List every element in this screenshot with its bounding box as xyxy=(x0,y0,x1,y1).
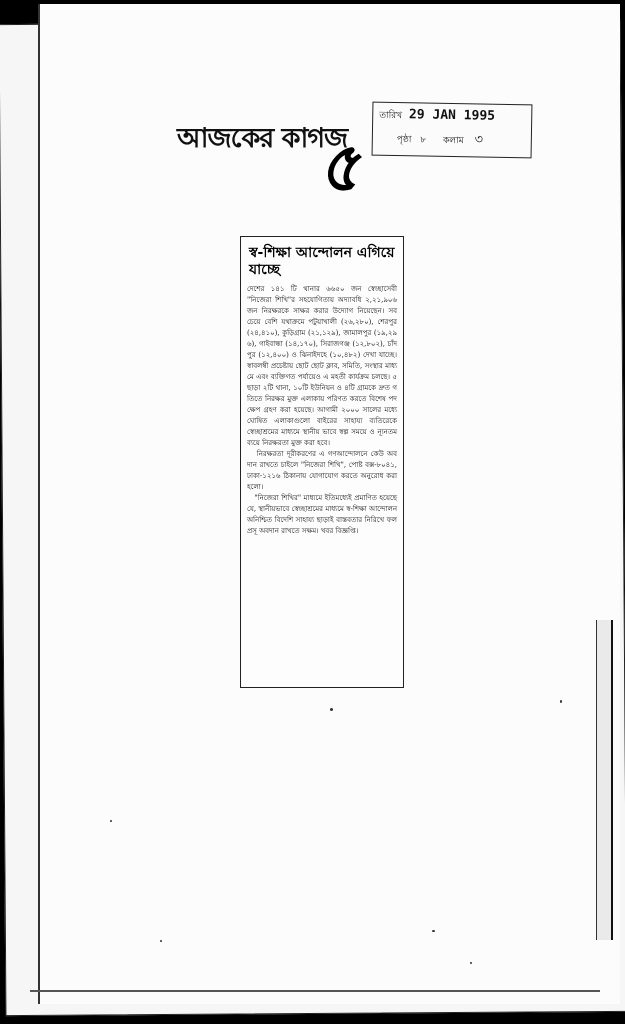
scan-speck xyxy=(110,820,112,822)
scan-speck xyxy=(160,940,162,942)
scan-speck xyxy=(432,930,435,932)
scan-speck xyxy=(330,708,333,711)
page-edge-strip xyxy=(596,620,613,940)
stamp-page-row xyxy=(397,129,483,152)
stamp-column-label: কলাম xyxy=(442,135,464,147)
scan-speck xyxy=(560,700,562,703)
stamp-date-value: 29 JAN 1995 xyxy=(408,107,496,124)
handwritten-page-mark: ৫ xyxy=(312,126,366,210)
page-bottom-edge xyxy=(30,990,600,992)
date-stamp xyxy=(372,102,533,159)
stamp-column-value: ৩ xyxy=(474,132,484,148)
stamp-date-label: তারিখ xyxy=(379,110,403,122)
news-clipping xyxy=(240,236,404,688)
stamp-page-value: ৮ xyxy=(420,135,427,146)
stamp-date-row xyxy=(379,107,495,125)
article-body: দেশের ১৪১ টি থানার ৬৬৫০ জন স্বেচ্ছাসেবী "নিজেরা শিখি"র সহযোগিতায় অদ্যাবধি ২,২১,৯০৬ জন নিরক্ষরকে সাক্ষর করার উদ্যোগ নিয়েছেন। সবচেয়ে বেশি যথাক্রমে পটুয়াখালী (২৬,২৮০), শেরপুর (২৪,৪১০), কুড়িগ্রাম (২১,১২৯), জামালপুর (১৯,২৯৬), গাইবান্ধা (১৪,১৭০), সিরাজগঞ্জ (১২,৮০২), চাঁদপুর (১২,৪০০) ও ঝিনাইদহে (১০,৪৮২) দেখা যাচ্ছে। স্বাবলম্বী প্রচেষ্টায় ছোট ছোট ক্লাব, সমিতি, সংস্থার মাধ্যমে এবং ব্যক্তিগত পর্যায়েও এ মহতী কার্যক্রম চলছে। ৫ ছাড়া ২টি থানা, ১০টি ইউনিয়ন ও ৪টি গ্রামকে দ্রুত গতিতে নিরক্ষর মুক্ত এলাকায় পরিণত করতে বিশেষ পদক্ষেপ গ্রহণ করা হয়েছে। আগামী ২০০০ সালের মধ্যে ঘোষিত এলাকাগুলো বাইরের সাহায্য ব্যতিরেকে স্বেচ্ছাশ্রমের মাধ্যমে স্থানীয় ভাবে স্বল্প সময়ে ও ন্যূনতম ব্যয়ে নিরক্ষরতা মুক্ত করা হবে। নিরক্ষরতা দূরীকরণের এ গণআন্দোলনে কেউ অবদান রাখতে চাইলে "নিজেরা শিখি", পোষ্ট বক্স-৮০৪১, ঢাকা-১২১৬ ঠিকানায় যোগাযোগ করতে অনুরোধ করা হলো। "নিজেরা শিখির" মাধ্যমে ইতিমধ্যেই প্রমাণিত হয়েছে যে, স্থানীয়ভাবে স্বেচ্ছাশ্রমের মাধ্যমে স্ব-শিক্ষা আন্দোলন অনিশ্চিত বিদেশি সাহায্য ছাড়াই বাস্তবতার নিরিখে ফলপ্রসূ অবদান রাখতে সক্ষম। খবর বিজ্ঞপ্তি। xyxy=(247,285,397,535)
article-headline: স্ব-শিক্ষা আন্দোলন এগিয়ে যাচ্ছে xyxy=(249,245,395,278)
scan-speck xyxy=(470,962,472,964)
stamp-page-label: পৃষ্ঠা xyxy=(396,135,412,146)
newspaper-masthead: আজকের কাগজ xyxy=(177,123,348,154)
